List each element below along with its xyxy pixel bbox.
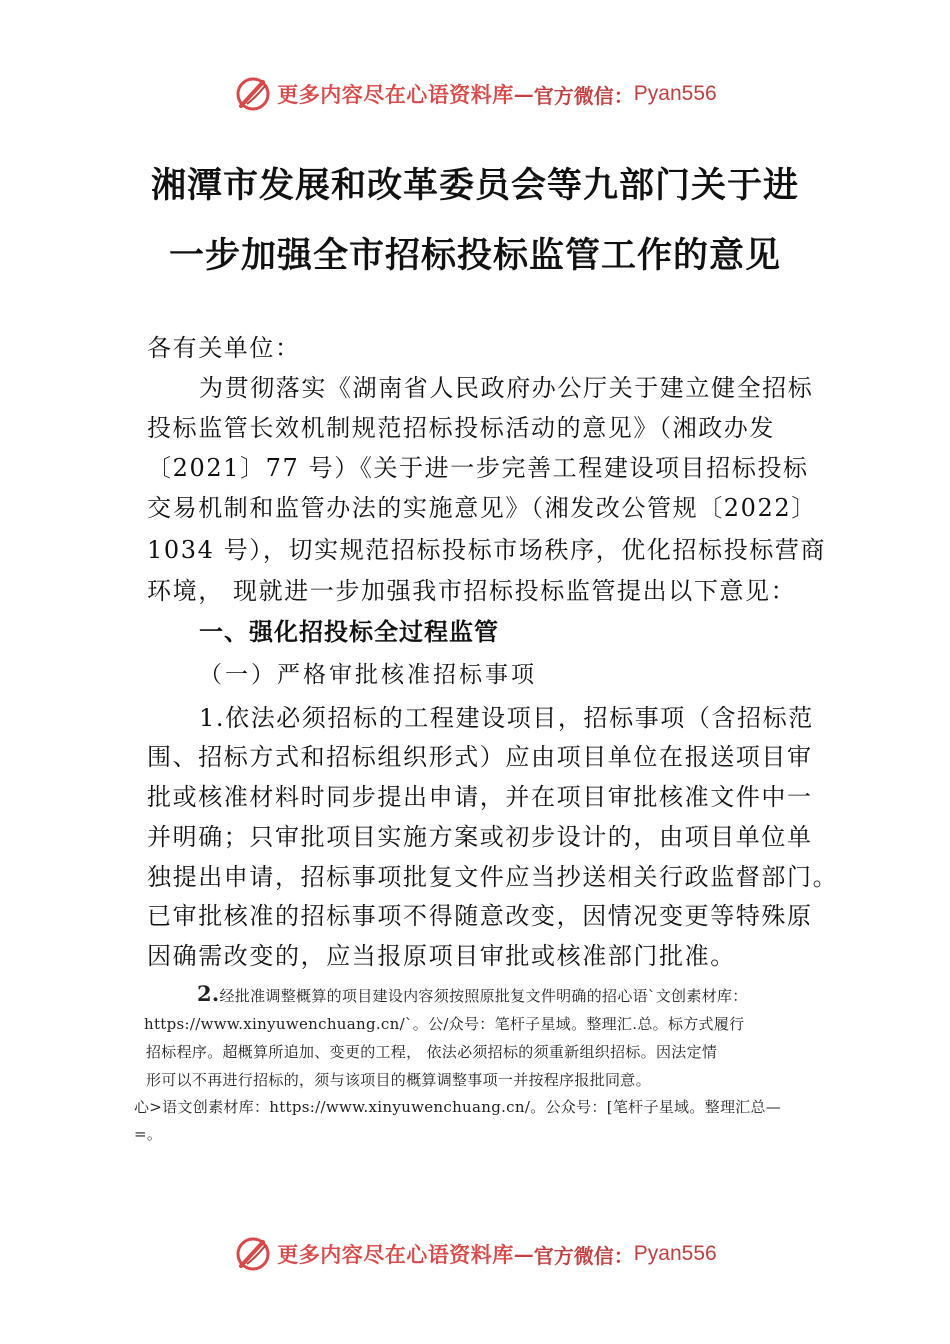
item2-number: 2. [197,981,220,1006]
item1-line: 批或核准材料时同步提出申请，并在项目审批核准文件中一 [147,783,813,811]
subsection-heading: （一）严格审批核准招标事项 [199,662,537,688]
banner-title: 更多内容尽在心语资料库 [277,83,514,107]
section-heading: 一、强化招投标全过程监管 [199,618,499,646]
item2-line: 心>语文创素材库：https://www.xinyuwenchuang.cn/。公众号：[笔杆子星域。整理汇总— [134,1098,782,1116]
item1-line: 并明确；只审批项目实施方案或初步设计的，由项目单位单 [147,823,813,851]
item2-line: =。 [134,1125,163,1143]
banner-wechat-label: 官方微信： [533,83,634,108]
intro-line: 〔2021〕77 号）《关于进一步完善工程建设项目招标投标 [147,454,809,482]
brush-logo-icon [233,74,273,114]
item1-line: 独提出申请，招标事项批复文件应当抄送相关行政监督部门。 [147,863,839,891]
header-banner [0,72,950,116]
banner-dash: — [513,82,534,106]
document-title-line-1: 湘潭市发展和改革委员会等九部门关于进 [150,166,799,206]
banner-wechat-id: Pyan556 [633,82,717,105]
item1-line: 已审批核准的招标事项不得随意改变，因情况变更等特殊原 [147,902,813,930]
item2-text: 经批准调整概算的项目建设内容须按照原批复文件明确的招心语`文创素材库： [219,987,748,1005]
banner-title: 更多内容尽在心语资料库 [277,1243,514,1267]
brush-logo-icon [233,1234,273,1274]
intro-line: 交易机制和监管办法的实施意见》（湘发改公管规〔2022〕 [147,494,817,522]
intro-line: 环境， 现就进一步加强我市招标投标监管提出以下意见： [147,577,797,605]
item1-line: 因确需改变的，应当报原项目审批或核准部门批准。 [147,942,736,970]
item2-line: 形可以不再进行招标的，须与该项目的概算调整事项一并按程序报批同意。 [146,1071,651,1089]
item1-line: 围、招标方式和招标组织形式）应由项目单位在报送项目审 [147,743,813,771]
item1-line: 1.依法必须招标的工程建设项目，招标事项（含招标范 [199,704,814,732]
item2-line: https://www.xinyuwenchuang.cn/`。公/众号：笔杆子星域。整理汇.总。标方式履行 [144,1015,745,1033]
intro-line: 1034 号），切实规范招标投标市场秩序，优化招标投标营商 [147,536,827,564]
footer-banner [0,1232,950,1276]
document-title-line-2: 一步加强全市招标投标监管工作的意见 [168,236,781,276]
item2-line: 招标程序。超概算所追加、变更的工程， 依法必须招标的须重新组织招标。因法定情 [146,1043,718,1061]
salutation: 各有关单位： [147,334,301,362]
item2-line [197,981,748,1006]
banner-wechat-id: Pyan556 [633,1242,717,1265]
banner-dash: — [513,1242,534,1266]
banner-wechat-label: 官方微信： [533,1243,634,1268]
intro-line: 投标监管长效机制规范招标投标活动的意见》（湘政办发 [147,414,775,442]
intro-line: 为贯彻落实《湖南省人民政府办公厅关于建立健全招标 [199,374,814,402]
